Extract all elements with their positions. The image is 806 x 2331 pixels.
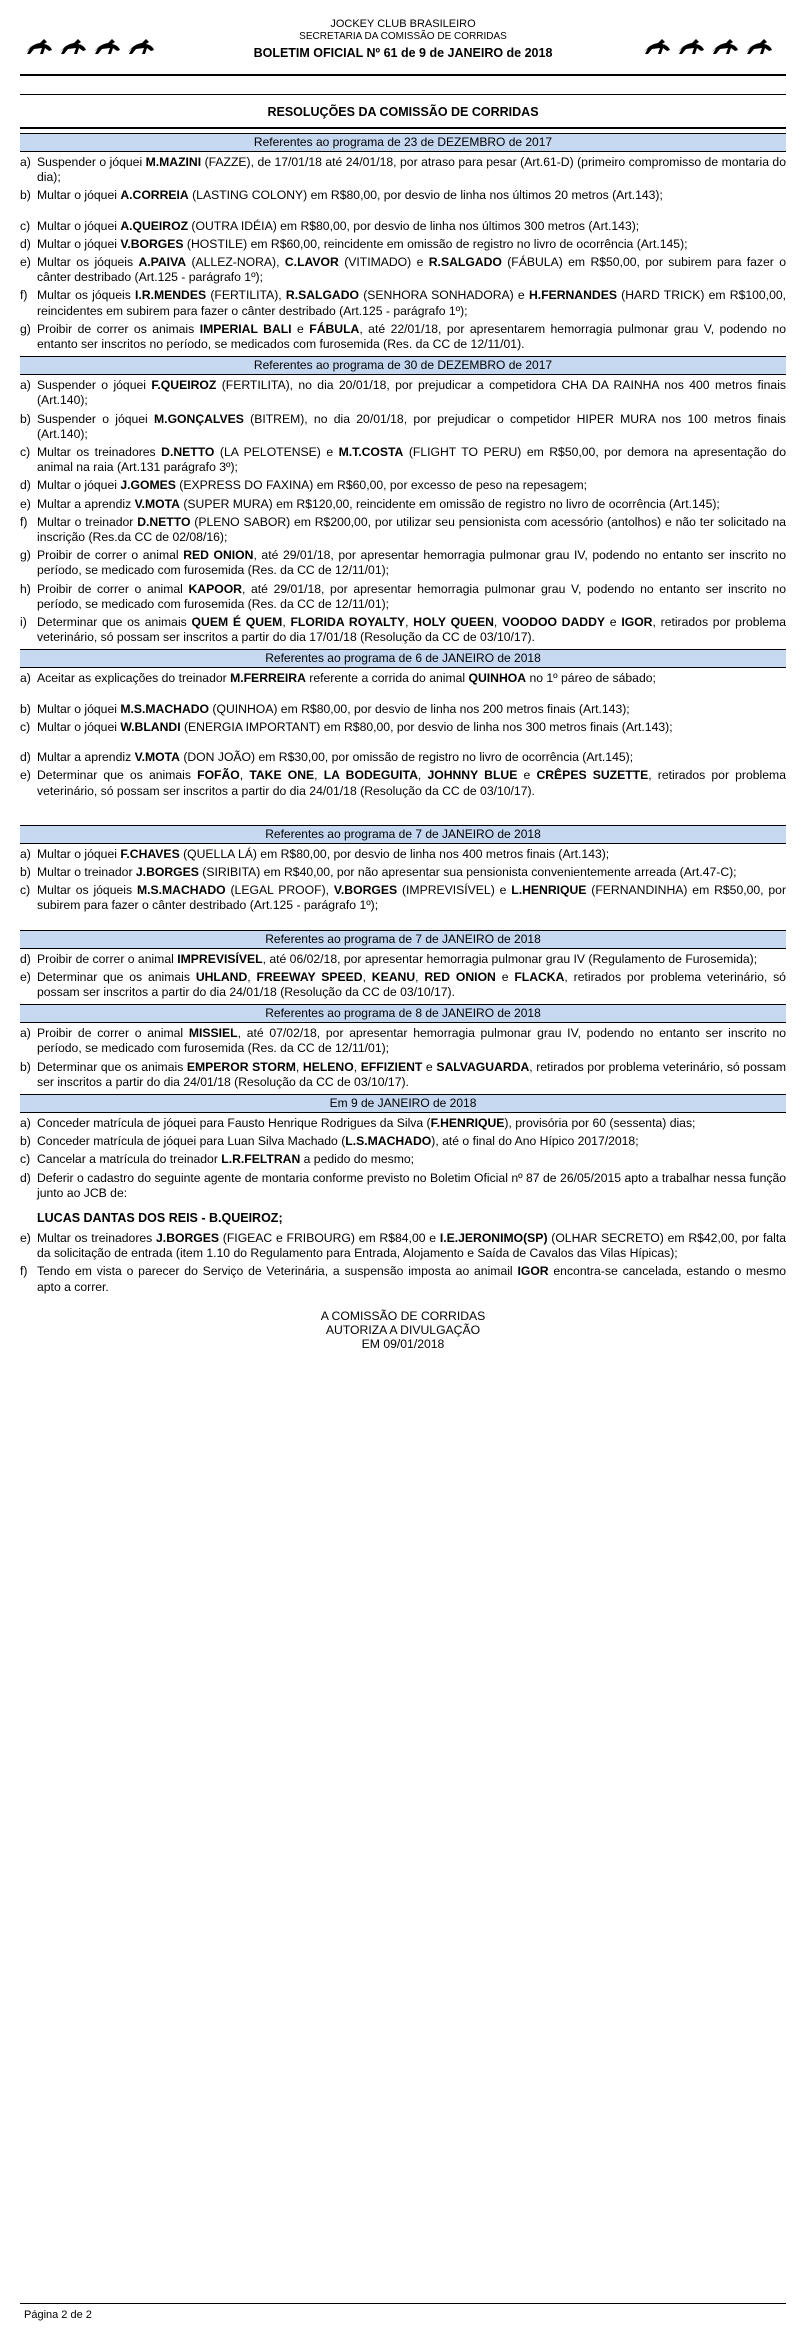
section-heading: Referentes ao programa de 7 de JANEIRO de 2018 (20, 930, 786, 949)
item-letter: b) (20, 701, 31, 716)
item-text: Multar os treinadores D.NETTO (LA PELOTENSE) e M.T.COSTA (FLIGHT TO PERU) em R$50,00, por demora na apresentação do animal na raia (Art.131 parágrafo 3º); (37, 445, 786, 475)
item-text: Deferir o cadastro do seguinte agente de montaria conforme previsto no Boletim Oficial nº 87 de 26/05/2015 apto a trabalhar nessa função junto ao JCB de: (37, 1170, 786, 1200)
item-letter: d) (20, 1170, 31, 1185)
item-letter: c) (20, 445, 31, 460)
item-text: Multar o treinador D.NETTO (PLENO SABOR) em R$200,00, por utilizar seu pensionista com acessório (antolhos) e não ter solicitado na inscrição (Res.da CC de 02/08/16); (37, 514, 786, 545)
item-text: Tendo em vista o parecer do Serviço de Veterinária, a suspensão imposta ao animail IGOR encontra-se cancelada, estando o mesmo apto a correr. (37, 1264, 787, 1294)
item-text: Determinar que os animais EMPEROR STORM, HELENO, EFFIZIENT e SALVAGUARDA, retirados por problema veterinário, só possam ser inscritos a partir do dia 24/01/18 (Resolução da CC de 03/10/17). (37, 1059, 786, 1089)
item-letter: e) (20, 255, 31, 270)
item-letter: b) (20, 864, 31, 879)
item-text: Conceder matrícula de jóquei para Luan Silva Machado (L.S.MACHADO), até o final do Ano Hípico 2017/2018; (37, 1134, 639, 1149)
item-letter: c) (20, 1152, 31, 1167)
item-letter: c) (20, 218, 31, 233)
item-text: Multar o jóquei W.BLANDI (ENERGIA IMPORTANT) em R$80,00, por desvio de linha nos 300 metros finais (Art.143); (37, 719, 673, 734)
resolution-item (20, 188, 786, 203)
item-letter: d) (20, 951, 31, 966)
item-text: Multar o jóquei J.GOMES (EXPRESS DO FAXINA) em R$60,00, por excesso de peso na repesagem; (37, 478, 588, 493)
item-letter: b) (20, 1134, 31, 1149)
item-letter: a) (20, 155, 31, 169)
resolution-item (20, 1152, 786, 1167)
item-letter: a) (20, 1026, 31, 1041)
item-letter: h) (20, 581, 31, 596)
resolution-item (20, 952, 786, 967)
resolution-item (20, 255, 786, 285)
section-heading: Referentes ao programa de 8 de JANEIRO de 2018 (20, 1004, 786, 1023)
item-letter: a) (20, 1115, 31, 1130)
resolution-item (20, 1171, 786, 1201)
section-heading: Referentes ao programa de 6 de JANEIRO de 2018 (20, 649, 786, 668)
item-text: Multar o jóquei A.QUEIROZ (OUTRA IDÉIA) em R$80,00, por desvio de linha nos últimos 300 metros (Art.143); (37, 218, 640, 233)
resolution-item (20, 515, 786, 545)
item-text: Determinar que os animais UHLAND, FREEWAY SPEED, KEANU, RED ONION e FLACKA, retirados por problema veterinário, só possam ser inscritos a partir do dia 24/01/18 (Resolução da CC de 03/10/17). (37, 969, 786, 999)
closing-line: EM 09/01/2018 (361, 1336, 445, 1351)
section-heading: Referentes ao programa de 30 de DEZEMBRO de 2017 (20, 356, 786, 375)
sections-container (20, 133, 786, 1295)
item-letter: d) (20, 478, 31, 493)
item-text: Suspender o jóquei M.MAZINI (FAZZE), de 17/01/18 até 24/01/18, por atraso para pesar (Art.61-D) (primeiro compromisso de montaria do dia); (37, 155, 786, 185)
footer-divider (20, 2303, 786, 2304)
item-text: Multar o treinador J.BORGES (SIRIBITA) em R$40,00, por não apresentar sua pensionista convenientemente arreada (Art.47-C); (37, 864, 737, 879)
item-text: Multar a aprendiz V.MOTA (SUPER MURA) em R$120,00, reincidente em omissão de registro no livro de ocorrência (Art.145); (37, 496, 720, 511)
item-letter: a) (20, 378, 31, 393)
org-name: JOCKEY CLUB BRASILEIRO (330, 18, 476, 30)
resolution-item (20, 720, 786, 735)
resolution-item (20, 322, 786, 352)
item-letter: d) (20, 236, 31, 251)
resolution-item (20, 582, 786, 612)
spacer (20, 799, 786, 821)
bulletin-title: BOLETIM OFICIAL Nº 61 de 9 de JANEIRO de 2018 (253, 46, 553, 60)
resolution-item (20, 1116, 786, 1131)
item-text: Multar o jóquei V.BORGES (HOSTILE) em R$60,00, reincidente em omissão de registro no livro de ocorrência (Art.145); (37, 236, 688, 251)
resolution-item (20, 1134, 786, 1149)
item-text: Proibir de correr os animais IMPERIAL BALI e FÁBULA, até 22/01/18, por apresentarem hemorragia pulmonar grau V, podendo no entanto ser inscritos no período, se medicados com furosemida (Res. da CC de 12/11/01). (37, 321, 786, 352)
resolution-item (20, 615, 786, 645)
item-text: Conceder matrícula de jóquei para Fausto Henrique Rodrigues da Silva (F.HENRIQUE), provisória por 60 (sessenta) dias; (37, 1115, 696, 1130)
resolution-item (20, 1231, 786, 1261)
item-text: Aceitar as explicações do treinador M.FERREIRA referente a corrida do animal QUINHOA no 1º páreo de sábado; (37, 671, 656, 686)
resolution-item (20, 1264, 786, 1294)
item-text: Multar a aprendiz V.MOTA (DON JOÃO) em R$30,00, por omissão de registro no livro de ocorrência (Art.145); (37, 750, 634, 765)
item-text: Multar o jóquei A.CORREIA (LASTING COLONY) em R$80,00, por desvio de linha nos últimos 20 metros (Art.143); (37, 188, 663, 203)
item-text: Multar o jóquei M.S.MACHADO (QUINHOA) em R$80,00, por desvio de linha nos 200 metros finais (Art.143); (37, 701, 630, 716)
item-letter: e) (20, 768, 31, 783)
item-text: Determinar que os animais QUEM É QUEM, FLORIDA ROYALTY, HOLY QUEEN, VOODOO DADDY e IGOR, retirados por problema veterinário, só possam ser inscritos a partir do dia 17/01/18 (Resolução da CC de 03/10/17). (37, 615, 786, 645)
item-text: Suspender o jóquei M.GONÇALVES (BITREM), no dia 20/01/18, por prejudicar o competidor HIPER MURA nos 100 metros finais (Art.140); (37, 411, 786, 441)
racing-horses-icon (24, 34, 164, 60)
item-text: Multar os jóqueis I.R.MENDES (FERTILITA), R.SALGADO (SENHORA SONHADORA) e H.FERNANDES (HARD TRICK) em R$100,00, reincidentes em subirem para fazer o cânter destribado (Art.125 - parágrafo 1º); (37, 288, 787, 318)
item-letter: b) (20, 188, 31, 203)
resolution-item (20, 865, 786, 880)
spacer (20, 735, 786, 747)
item-text: Proibir de correr o animal MISSIEL, até 07/02/18, por apresentar hemorragia pulmonar grau IV, podendo no entanto ser inscrito no período, se medicado com furosemida (Res. da CC de 12/11/01); (37, 1026, 786, 1056)
item-text: Proibir de correr o animal KAPOOR, até 29/01/18, por apresentar hemorragia pulmonar grau V, podendo no entanto ser inscrito no período, se medicado com furosemida (Res. da CC de 12/11/01); (37, 581, 786, 611)
section-heading: Referentes ao programa de 7 de JANEIRO de 2018 (20, 825, 786, 844)
resolution-item (20, 847, 786, 862)
resolution-item (20, 378, 786, 408)
agent-name: LUCAS DANTAS DOS REIS - B.QUEIROZ; (37, 1210, 283, 1225)
secretaria-name: SECRETARIA DA COMISSÃO DE CORRIDAS (299, 31, 507, 42)
page-number: Página 2 de 2 (24, 2309, 92, 2321)
item-letter: e) (20, 969, 31, 984)
item-letter: f) (20, 514, 28, 529)
resolution-item (20, 768, 786, 798)
item-letter: b) (20, 411, 31, 426)
item-letter: a) (20, 671, 31, 686)
item-letter: c) (20, 719, 31, 734)
item-letter: g) (20, 321, 31, 336)
resolution-item (20, 750, 786, 765)
spacer (20, 204, 786, 216)
resolution-item (20, 219, 786, 234)
resolution-item (20, 702, 786, 717)
item-text: Multar os jóqueis A.PAIVA (ALLEZ-NORA), C.LAVOR (VITIMADO) e R.SALGADO (FÁBULA) em R$50,00, por subirem para fazer o cânter destribado (Art.125 - parágrafo 1º); (37, 255, 786, 285)
resolution-item (20, 478, 786, 493)
resolution-item (20, 237, 786, 252)
resolution-item (20, 970, 786, 1000)
section-heading: Em 9 de JANEIRO de 2018 (20, 1094, 786, 1113)
item-letter: d) (20, 750, 31, 765)
item-text: Multar o jóquei F.CHAVES (QUELLA LÁ) em R$80,00, por desvio de linha nos 400 metros finais (Art.143); (37, 846, 610, 861)
resolution-item (20, 497, 786, 512)
item-letter: b) (20, 1059, 31, 1074)
spacer (20, 914, 786, 926)
resolutions-title: RESOLUÇÕES DA COMISSÃO DE CORRIDAS (267, 105, 539, 119)
item-text: Cancelar a matrícula do treinador L.R.FELTRAN a pedido do mesmo; (37, 1152, 415, 1167)
racing-horses-icon (642, 34, 782, 60)
item-letter: e) (20, 1230, 31, 1245)
closing-block (20, 1309, 786, 1351)
resolution-item (20, 445, 786, 475)
item-letter: f) (20, 288, 28, 303)
item-text: Proibir de correr o animal RED ONION, até 29/01/18, por apresentar hemorragia pulmonar grau IV, podendo no entanto ser inscrito no período, se medicado com furosemida (Res. da CC de 12/11/01); (37, 548, 786, 578)
divider (20, 127, 786, 129)
resolution-item (20, 1026, 786, 1056)
resolution-item (20, 155, 786, 185)
item-text: Suspender o jóquei F.QUEIROZ (FERTILITA), no dia 20/01/18, por prejudicar a competidora CHA DA RAINHA nos 400 metros finais (Art.140); (37, 378, 786, 408)
item-text: Determinar que os animais FOFÃO, TAKE ONE, LA BODEGUITA, JOHNNY BLUE e CRÊPES SUZETTE, retirados por problema veterinário, só possam ser inscritos a partir do dia 24/01/18 (Resolução da CC de 03/10/17). (37, 768, 786, 798)
resolution-item (20, 288, 786, 318)
item-letter: a) (20, 846, 31, 861)
resolution-item (20, 1060, 786, 1090)
header (20, 18, 786, 74)
item-letter: g) (20, 548, 31, 563)
item-text: Multar os treinadores J.BORGES (FIGEAC e FRIBOURG) em R$84,00 e I.E.JERONIMO(SP) (OLHAR SECRETO) em R$42,00, por falta da solicitação de entrada (item 1.10 do Regulamento para Entrada, Alojamento e Saída de Cavalos das Vilas Hípicas); (37, 1230, 786, 1261)
item-letter: c) (20, 883, 31, 898)
resolution-item (20, 671, 786, 686)
resolution-item (20, 548, 786, 578)
item-text: Multar os jóqueis M.S.MACHADO (LEGAL PROOF), V.BORGES (IMPREVISÍVEL) e L.HENRIQUE (FERNANDINHA) em R$50,00, por subirem para fazer o cânter destribado (Art.125 - parágrafo 1º); (37, 883, 787, 913)
resolution-item (20, 883, 786, 913)
item-letter: e) (20, 496, 31, 511)
closing-line: AUTORIZA A DIVULGAÇÃO (325, 1322, 481, 1337)
section-heading: Referentes ao programa de 23 de DEZEMBRO de 2017 (20, 133, 786, 152)
spacer (20, 687, 786, 699)
resolution-item (20, 412, 786, 442)
item-text: Proibir de correr o animal IMPREVISÍVEL, até 06/02/18, por apresentar hemorragia pulmonar grau IV (Regulamento de Furosemida); (37, 951, 758, 966)
item-letter: i) (20, 615, 27, 630)
item-letter: f) (20, 1264, 28, 1279)
bulletin-page (20, 18, 786, 1351)
closing-line: A COMISSÃO DE CORRIDAS (320, 1308, 486, 1323)
